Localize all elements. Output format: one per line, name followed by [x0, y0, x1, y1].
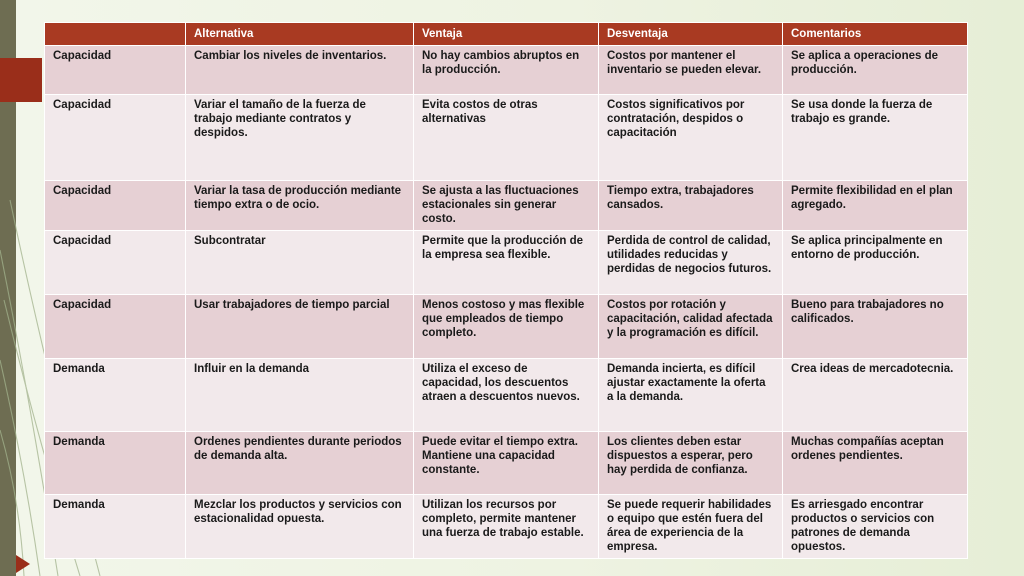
- cell-desventaja: Tiempo extra, trabajadores cansados.: [599, 181, 783, 231]
- cell-ventaja: Utiliza el exceso de capacidad, los descuentos atraen a descuentos nuevos.: [414, 359, 599, 432]
- table-row: [45, 495, 968, 559]
- cell-desventaja: Costos significativos por contratación, despidos o capacitación: [599, 95, 783, 181]
- cell-ventaja: Menos costoso y mas flexible que empleados de tiempo completo.: [414, 295, 599, 359]
- cell-category: Demanda: [45, 359, 186, 432]
- table-row: [45, 95, 968, 181]
- table-row: [45, 432, 968, 495]
- table-row: [45, 295, 968, 359]
- cell-comentarios: Crea ideas de mercadotecnia.: [783, 359, 968, 432]
- cell-comentarios: Se usa donde la fuerza de trabajo es grande.: [783, 95, 968, 181]
- cell-desventaja: Perdida de control de calidad, utilidades reducidas y perdidas de negocios futuros.: [599, 231, 783, 295]
- cell-ventaja: Se ajusta a las fluctuaciones estacionales sin generar costo.: [414, 181, 599, 231]
- table-row: [45, 359, 968, 432]
- cell-ventaja: No hay cambios abruptos en la producción.: [414, 46, 599, 95]
- cell-alternativa: Influir en la demanda: [186, 359, 414, 432]
- cell-category: Demanda: [45, 495, 186, 559]
- table-row: [45, 181, 968, 231]
- left-accent-block: [0, 58, 42, 102]
- header-desventaja: Desventaja: [599, 23, 783, 46]
- cell-category: Demanda: [45, 432, 186, 495]
- cell-desventaja: Costos por rotación y capacitación, calidad afectada y la programación es difícil.: [599, 295, 783, 359]
- cell-comentarios: Permite flexibilidad en el plan agregado.: [783, 181, 968, 231]
- cell-comentarios: Muchas compañías aceptan ordenes pendientes.: [783, 432, 968, 495]
- header-category: [45, 23, 186, 46]
- cell-alternativa: Subcontratar: [186, 231, 414, 295]
- cell-category: Capacidad: [45, 95, 186, 181]
- alternatives-table: [44, 22, 968, 559]
- header-alternativa: Alternativa: [186, 23, 414, 46]
- header-comentarios: Comentarios: [783, 23, 968, 46]
- cell-ventaja: Permite que la producción de la empresa sea flexible.: [414, 231, 599, 295]
- cell-comentarios: Bueno para trabajadores no calificados.: [783, 295, 968, 359]
- cell-ventaja: Utilizan los recursos por completo, permite mantener una fuerza de trabajo estable.: [414, 495, 599, 559]
- cell-alternativa: Cambiar los niveles de inventarios.: [186, 46, 414, 95]
- cell-ventaja: Puede evitar el tiempo extra. Mantiene una capacidad constante.: [414, 432, 599, 495]
- cell-comentarios: Es arriesgado encontrar productos o servicios con patrones de demanda opuestos.: [783, 495, 968, 559]
- cell-comentarios: Se aplica principalmente en entorno de producción.: [783, 231, 968, 295]
- cell-category: Capacidad: [45, 295, 186, 359]
- cell-alternativa: Variar el tamaño de la fuerza de trabajo mediante contratos y despidos.: [186, 95, 414, 181]
- cell-alternativa: Variar la tasa de producción mediante tiempo extra o de ocio.: [186, 181, 414, 231]
- table-row: [45, 46, 968, 95]
- cell-alternativa: Mezclar los productos y servicios con estacionalidad opuesta.: [186, 495, 414, 559]
- arrow-bullet-icon: [16, 555, 30, 573]
- table-row: [45, 231, 968, 295]
- cell-alternativa: Usar trabajadores de tiempo parcial: [186, 295, 414, 359]
- cell-desventaja: Se puede requerir habilidades o equipo que estén fuera del área de experiencia de la empresa.: [599, 495, 783, 559]
- cell-category: Capacidad: [45, 181, 186, 231]
- cell-comentarios: Se aplica a operaciones de producción.: [783, 46, 968, 95]
- cell-category: Capacidad: [45, 46, 186, 95]
- cell-desventaja: Costos por mantener el inventario se pueden elevar.: [599, 46, 783, 95]
- table-header-row: [45, 23, 968, 46]
- header-ventaja: Ventaja: [414, 23, 599, 46]
- cell-desventaja: Demanda incierta, es difícil ajustar exactamente la oferta a la demanda.: [599, 359, 783, 432]
- cell-alternativa: Ordenes pendientes durante periodos de demanda alta.: [186, 432, 414, 495]
- cell-desventaja: Los clientes deben estar dispuestos a esperar, pero hay perdida de confianza.: [599, 432, 783, 495]
- cell-category: Capacidad: [45, 231, 186, 295]
- cell-ventaja: Evita costos de otras alternativas: [414, 95, 599, 181]
